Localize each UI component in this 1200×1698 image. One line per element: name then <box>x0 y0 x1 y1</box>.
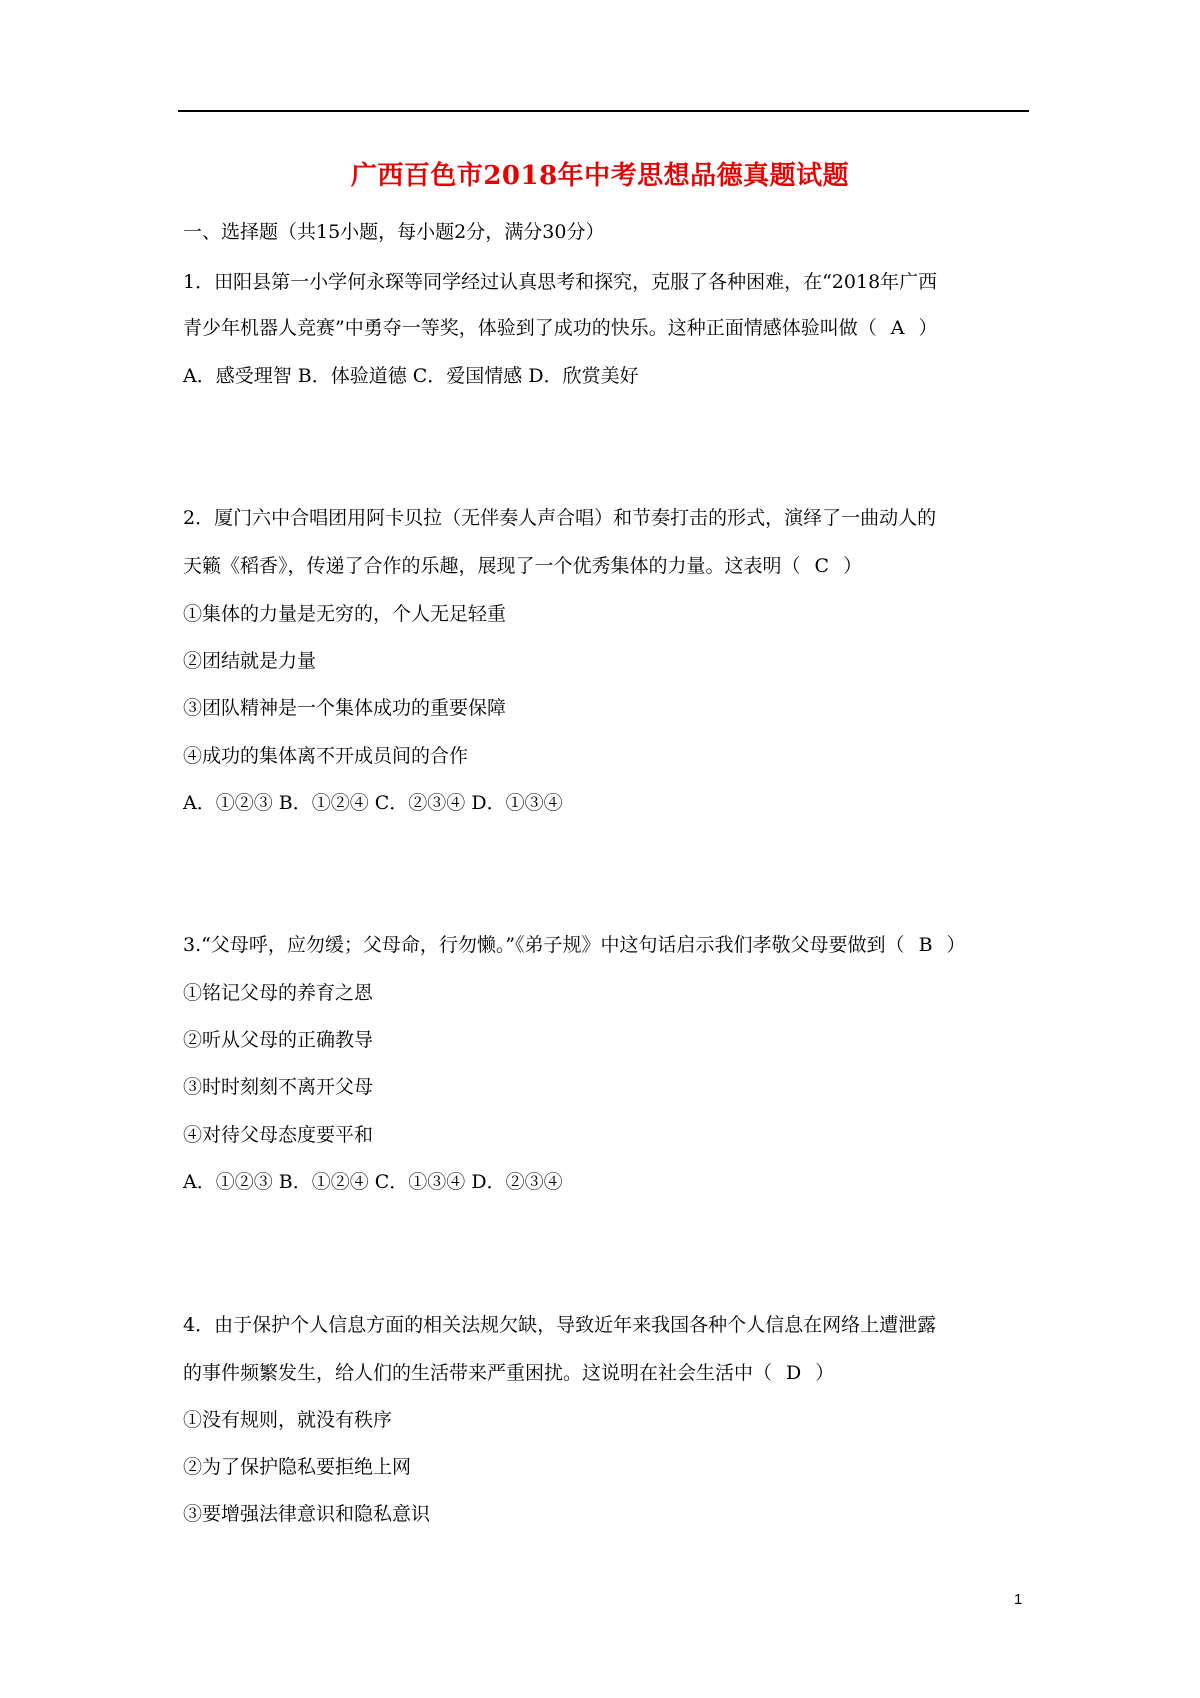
question-3-close-paren: ） <box>946 934 966 956</box>
question-4-item-1: ①没有规则，就没有秩序 <box>183 1409 393 1431</box>
question-2-item-2: ②团结就是力量 <box>183 650 317 672</box>
header-rule <box>178 110 1029 112</box>
question-1-stem-text: 青少年机器人竞赛”中勇夺一等奖，体验到了成功的快乐。这种正面情感体验叫做（ <box>183 317 877 339</box>
question-4-stem-line-1: 4．由于保护个人信息方面的相关法规欠缺，导致近年来我国各种个人信息在网络上遭泄露 <box>183 1314 937 1336</box>
question-3-item-1: ①铭记父母的养育之恩 <box>183 982 374 1004</box>
question-1-stem-line-1: 1．田阳县第一小学何永琛等同学经过认真思考和探究，克服了各种困难，在“2018年广西 <box>183 271 938 293</box>
question-2-item-4: ④成功的集体离不开成员间的合作 <box>183 745 469 767</box>
question-4-item-3: ③要增强法律意识和隐私意识 <box>183 1503 431 1525</box>
question-2-stem-line-2 <box>183 552 862 580</box>
question-2-close-paren: ） <box>843 555 863 577</box>
question-2-answer: C <box>814 555 830 577</box>
question-4-stem-line-2 <box>183 1359 834 1387</box>
question-3-item-4: ④对待父母态度要平和 <box>183 1124 374 1146</box>
question-3-stem-text: 3.“父母呼，应勿缓；父母命，行勿懒。”《弟子规》中这句话启示我们孝敬父母要做到（ <box>183 934 905 956</box>
question-2-stem-text: 天籁《稻香》，传递了合作的乐趣，展现了一个优秀集体的力量。这表明（ <box>183 555 801 577</box>
question-4-close-paren: ） <box>815 1362 835 1384</box>
question-1-stem-line-2 <box>183 314 937 342</box>
question-2-stem-line-1: 2．厦门六中合唱团用阿卡贝拉（无伴奏人声合唱）和节奏打击的形式，演绎了一曲动人的 <box>183 507 937 529</box>
question-2-item-1: ①集体的力量是无穷的，个人无足轻重 <box>183 603 507 625</box>
question-3-stem-line-1 <box>183 931 966 959</box>
question-4-stem-text: 的事件频繁发生，给人们的生活带来严重困扰。这说明在社会生活中（ <box>183 1362 773 1384</box>
question-3-options: A．①②③ B．①②④ C．①③④ D．②③④ <box>183 1171 563 1193</box>
question-2-options: A．①②③ B．①②④ C．②③④ D．①③④ <box>183 792 563 814</box>
question-1-close-paren: ） <box>918 317 938 339</box>
question-4-answer: D <box>786 1362 802 1384</box>
question-3-answer: B <box>918 934 933 956</box>
question-3-item-2: ②听从父母的正确教导 <box>183 1029 374 1051</box>
question-2-item-3: ③团队精神是一个集体成功的重要保障 <box>183 697 507 719</box>
section-heading: 一、选择题（共15小题，每小题2分，满分30分） <box>183 221 605 243</box>
page-number: 1 <box>1014 1591 1023 1608</box>
question-1-answer: A <box>890 317 905 339</box>
question-1-options: A．感受理智 B．体验道德 C．爱国情感 D．欣赏美好 <box>183 365 639 387</box>
question-3-item-3: ③时时刻刻不离开父母 <box>183 1076 374 1098</box>
question-4-item-2: ②为了保护隐私要拒绝上网 <box>183 1456 412 1478</box>
page-title: 广西百色市2018年中考思想品德真题试题 <box>350 161 850 191</box>
